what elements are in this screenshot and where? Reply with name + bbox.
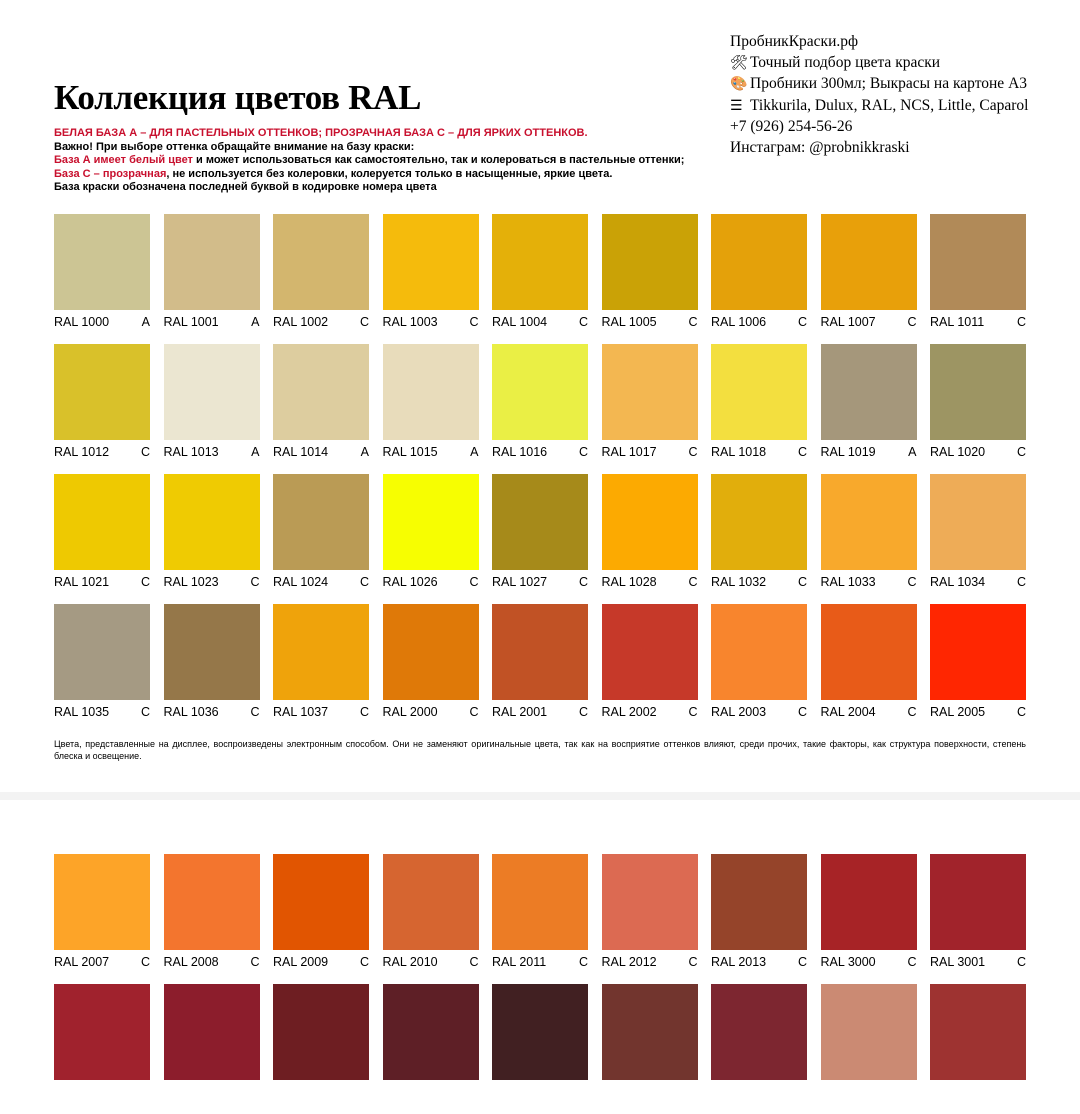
color-code: RAL 1028 bbox=[601, 575, 657, 589]
color-label bbox=[383, 705, 479, 719]
color-base: C bbox=[140, 575, 150, 589]
color-card bbox=[383, 604, 479, 734]
color-label bbox=[54, 705, 150, 719]
color-base: C bbox=[688, 445, 698, 459]
color-label bbox=[930, 445, 1026, 459]
color-base: C bbox=[1016, 705, 1026, 719]
color-base: C bbox=[688, 955, 698, 969]
color-code: RAL 1002 bbox=[273, 315, 329, 329]
color-swatch bbox=[602, 214, 698, 310]
color-label bbox=[383, 955, 479, 969]
color-label bbox=[492, 705, 588, 719]
color-card bbox=[602, 344, 698, 474]
color-code: RAL 1023 bbox=[163, 575, 219, 589]
color-card bbox=[164, 344, 260, 474]
color-swatch bbox=[930, 344, 1026, 440]
color-card bbox=[602, 854, 698, 984]
color-code: RAL 1000 bbox=[54, 315, 110, 329]
color-base: A bbox=[470, 445, 479, 459]
color-card bbox=[383, 344, 479, 474]
phone-text: +7 (926) 254-56-26 bbox=[730, 118, 853, 135]
site-text: ПробникКраски.рф bbox=[730, 33, 859, 50]
color-label bbox=[711, 445, 807, 459]
color-base: C bbox=[578, 315, 588, 329]
color-swatch bbox=[54, 604, 150, 700]
contact-service bbox=[730, 53, 1028, 75]
color-swatch bbox=[273, 854, 369, 950]
color-label bbox=[492, 575, 588, 589]
color-swatch bbox=[54, 214, 150, 310]
color-card bbox=[383, 474, 479, 604]
color-code: RAL 1003 bbox=[382, 315, 438, 329]
color-code: RAL 3001 bbox=[930, 955, 986, 969]
color-swatch bbox=[492, 344, 588, 440]
color-label bbox=[164, 445, 260, 459]
color-swatch bbox=[602, 474, 698, 570]
color-code: RAL 1018 bbox=[711, 445, 767, 459]
color-base: C bbox=[797, 445, 807, 459]
color-base: C bbox=[688, 575, 698, 589]
color-base: C bbox=[250, 575, 260, 589]
color-base: C bbox=[797, 575, 807, 589]
color-label bbox=[164, 955, 260, 969]
color-card bbox=[711, 604, 807, 734]
color-base: C bbox=[907, 315, 917, 329]
color-label bbox=[711, 575, 807, 589]
color-swatch bbox=[164, 604, 260, 700]
color-code: RAL 1001 bbox=[163, 315, 219, 329]
note-base-a-highlight: База А имеет белый цвет bbox=[54, 154, 193, 166]
color-code: RAL 1013 bbox=[163, 445, 219, 459]
color-card bbox=[164, 474, 260, 604]
color-card bbox=[492, 854, 588, 984]
color-code: RAL 1035 bbox=[54, 705, 110, 719]
color-swatch bbox=[711, 604, 807, 700]
color-label bbox=[54, 315, 150, 329]
color-card bbox=[54, 984, 150, 1114]
color-base: C bbox=[688, 705, 698, 719]
color-base: A bbox=[251, 315, 260, 329]
contact-samples bbox=[730, 74, 1028, 96]
color-code: RAL 2003 bbox=[711, 705, 767, 719]
color-base: C bbox=[1016, 955, 1026, 969]
color-card bbox=[273, 344, 369, 474]
color-card bbox=[602, 604, 698, 734]
service-text: Точный подбор цвета краски bbox=[750, 53, 941, 71]
color-base: C bbox=[1016, 315, 1026, 329]
color-base: C bbox=[1016, 575, 1026, 589]
disclaimer: Цвета, представленные на дисплее, воспроизведены электронным способом. Они не заменяют оригинальные цвета, так как на восприятие оттенков влияют, среди прочих, такие факторы, как структура поверхности, степень блеска и освещение. bbox=[54, 739, 1026, 761]
note-base-c-text: , не используется без колеровки, колеруется только в насыщенные, яркие цвета. bbox=[166, 167, 613, 180]
color-code: RAL 2010 bbox=[382, 955, 438, 969]
color-card bbox=[930, 474, 1026, 604]
color-base: C bbox=[250, 705, 260, 719]
color-card bbox=[54, 474, 150, 604]
color-card bbox=[711, 214, 807, 344]
color-base: C bbox=[140, 445, 150, 459]
color-card bbox=[821, 474, 917, 604]
color-label bbox=[492, 445, 588, 459]
color-code: RAL 1027 bbox=[492, 575, 548, 589]
page-separator bbox=[0, 792, 1080, 800]
color-swatch bbox=[383, 474, 479, 570]
color-code: RAL 1012 bbox=[54, 445, 110, 459]
color-code: RAL 1015 bbox=[382, 445, 438, 459]
color-base: C bbox=[469, 315, 479, 329]
color-card bbox=[602, 474, 698, 604]
color-card bbox=[273, 604, 369, 734]
color-label bbox=[602, 575, 698, 589]
samples-text: Пробники 300мл; Выкрасы на картоне А3 bbox=[750, 75, 1028, 92]
color-code: RAL 2005 bbox=[930, 705, 986, 719]
color-swatch bbox=[164, 474, 260, 570]
color-card bbox=[930, 604, 1026, 734]
color-label bbox=[54, 955, 150, 969]
color-card bbox=[492, 344, 588, 474]
color-base: C bbox=[359, 955, 369, 969]
color-card bbox=[54, 604, 150, 734]
color-swatch bbox=[383, 984, 479, 1080]
color-swatch bbox=[821, 984, 917, 1080]
color-card bbox=[602, 984, 698, 1114]
color-swatch bbox=[273, 604, 369, 700]
color-swatch bbox=[273, 214, 369, 310]
color-label bbox=[273, 705, 369, 719]
color-code: RAL 1032 bbox=[711, 575, 767, 589]
color-code: RAL 2001 bbox=[492, 705, 548, 719]
color-card bbox=[711, 984, 807, 1114]
color-base: C bbox=[140, 705, 150, 719]
color-base: A bbox=[251, 445, 260, 459]
color-swatch bbox=[492, 214, 588, 310]
color-swatch bbox=[54, 854, 150, 950]
color-card bbox=[821, 854, 917, 984]
color-card bbox=[383, 984, 479, 1114]
color-card bbox=[273, 214, 369, 344]
color-swatch bbox=[54, 984, 150, 1080]
color-card bbox=[273, 984, 369, 1114]
color-grid-bottom bbox=[54, 854, 1026, 1114]
contact-site bbox=[730, 32, 1028, 53]
color-code: RAL 1005 bbox=[601, 315, 657, 329]
color-base: C bbox=[359, 575, 369, 589]
color-swatch bbox=[711, 214, 807, 310]
color-card bbox=[492, 604, 588, 734]
color-label bbox=[821, 955, 917, 969]
color-swatch bbox=[711, 854, 807, 950]
color-label bbox=[164, 575, 260, 589]
color-card bbox=[383, 854, 479, 984]
color-card bbox=[164, 214, 260, 344]
color-base: C bbox=[469, 575, 479, 589]
color-swatch bbox=[273, 344, 369, 440]
color-label bbox=[930, 705, 1026, 719]
color-swatch bbox=[54, 344, 150, 440]
color-base: C bbox=[578, 445, 588, 459]
instagram-text: Инстаграм: @probnikkraski bbox=[730, 138, 910, 156]
color-label bbox=[821, 575, 917, 589]
note-base-c-highlight: База С – прозрачная bbox=[54, 167, 167, 180]
color-card bbox=[930, 214, 1026, 344]
color-code: RAL 2009 bbox=[273, 955, 329, 969]
color-code: RAL 1033 bbox=[820, 575, 876, 589]
color-swatch bbox=[54, 474, 150, 570]
color-card bbox=[602, 214, 698, 344]
color-base: C bbox=[578, 575, 588, 589]
color-card bbox=[54, 214, 150, 344]
color-base: C bbox=[907, 575, 917, 589]
color-label bbox=[711, 705, 807, 719]
color-code: RAL 1007 bbox=[820, 315, 876, 329]
color-label bbox=[602, 445, 698, 459]
brands-text: Tikkurila, Dulux, RAL, NCS, Little, Caparol bbox=[750, 96, 1029, 114]
color-card bbox=[821, 984, 917, 1114]
color-base: C bbox=[469, 955, 479, 969]
color-card bbox=[930, 854, 1026, 984]
color-label bbox=[602, 315, 698, 329]
color-base: C bbox=[797, 705, 807, 719]
color-swatch bbox=[492, 474, 588, 570]
color-base: C bbox=[688, 315, 698, 329]
base-notes bbox=[54, 127, 684, 195]
color-swatch bbox=[930, 854, 1026, 950]
color-base: C bbox=[578, 955, 588, 969]
note-base-a-text: и может использоваться как самостоятельно, так и колероваться в пастельные оттенки; bbox=[192, 154, 685, 166]
color-swatch bbox=[383, 344, 479, 440]
color-card bbox=[164, 984, 260, 1114]
color-swatch bbox=[383, 604, 479, 700]
color-base: C bbox=[797, 955, 807, 969]
color-label bbox=[273, 445, 369, 459]
color-code: RAL 2011 bbox=[492, 955, 547, 969]
color-label bbox=[492, 315, 588, 329]
color-label bbox=[273, 315, 369, 329]
note-code-letter: База краски обозначена последней буквой в кодировке номера цвета bbox=[54, 181, 437, 193]
color-code: RAL 1011 bbox=[930, 315, 985, 329]
color-swatch bbox=[164, 854, 260, 950]
color-label bbox=[711, 955, 807, 969]
color-label bbox=[273, 955, 369, 969]
color-label bbox=[821, 445, 917, 459]
color-card bbox=[164, 604, 260, 734]
color-base: C bbox=[578, 705, 588, 719]
color-base: C bbox=[359, 315, 369, 329]
color-code: RAL 2008 bbox=[163, 955, 219, 969]
color-swatch bbox=[602, 854, 698, 950]
color-label bbox=[383, 575, 479, 589]
color-swatch bbox=[492, 604, 588, 700]
color-code: RAL 1014 bbox=[273, 445, 329, 459]
color-code: RAL 1034 bbox=[930, 575, 986, 589]
color-code: RAL 1021 bbox=[54, 575, 110, 589]
color-base: C bbox=[1016, 445, 1026, 459]
contact-phone bbox=[730, 117, 1028, 138]
color-swatch bbox=[711, 474, 807, 570]
note-base-a bbox=[54, 154, 684, 168]
color-card bbox=[930, 984, 1026, 1114]
color-label bbox=[273, 575, 369, 589]
color-code: RAL 1020 bbox=[930, 445, 986, 459]
color-card bbox=[164, 854, 260, 984]
color-card bbox=[273, 474, 369, 604]
color-label bbox=[602, 705, 698, 719]
color-card bbox=[54, 344, 150, 474]
color-card bbox=[54, 854, 150, 984]
color-card bbox=[930, 344, 1026, 474]
color-label bbox=[602, 955, 698, 969]
color-swatch bbox=[821, 344, 917, 440]
color-swatch bbox=[273, 474, 369, 570]
color-swatch bbox=[821, 214, 917, 310]
color-swatch bbox=[492, 854, 588, 950]
color-swatch bbox=[164, 984, 260, 1080]
color-base: C bbox=[907, 705, 917, 719]
color-base: C bbox=[250, 955, 260, 969]
color-card bbox=[821, 344, 917, 474]
color-swatch bbox=[492, 984, 588, 1080]
color-label bbox=[164, 705, 260, 719]
color-base: C bbox=[469, 705, 479, 719]
color-label bbox=[383, 445, 479, 459]
color-code: RAL 1016 bbox=[492, 445, 548, 459]
color-label bbox=[164, 315, 260, 329]
color-swatch bbox=[164, 214, 260, 310]
color-label bbox=[383, 315, 479, 329]
color-code: RAL 2004 bbox=[820, 705, 876, 719]
color-card bbox=[273, 854, 369, 984]
contact-brands bbox=[730, 96, 1028, 118]
color-code: RAL 1004 bbox=[492, 315, 548, 329]
color-label bbox=[711, 315, 807, 329]
color-code: RAL 1024 bbox=[273, 575, 329, 589]
color-code: RAL 3000 bbox=[820, 955, 876, 969]
contact-instagram bbox=[730, 138, 1028, 159]
color-swatch bbox=[383, 214, 479, 310]
color-label bbox=[821, 705, 917, 719]
color-code: RAL 2002 bbox=[601, 705, 657, 719]
color-swatch bbox=[930, 984, 1026, 1080]
color-label bbox=[930, 955, 1026, 969]
color-swatch bbox=[711, 984, 807, 1080]
color-swatch bbox=[602, 604, 698, 700]
color-base: A bbox=[908, 445, 917, 459]
color-swatch bbox=[821, 604, 917, 700]
color-card bbox=[821, 604, 917, 734]
color-card bbox=[711, 854, 807, 984]
color-code: RAL 1036 bbox=[163, 705, 219, 719]
color-card bbox=[492, 984, 588, 1114]
color-swatch bbox=[602, 344, 698, 440]
color-base: C bbox=[797, 315, 807, 329]
color-code: RAL 1017 bbox=[601, 445, 657, 459]
contacts-block bbox=[730, 32, 1028, 158]
color-swatch bbox=[930, 474, 1026, 570]
note-headline: БЕЛАЯ БАЗА А – ДЛЯ ПАСТЕЛЬНЫХ ОТТЕНКОВ; ПРОЗРАЧНАЯ БАЗА С – ДЛЯ ЯРКИХ ОТТЕНКОВ. bbox=[54, 127, 588, 139]
color-card bbox=[711, 474, 807, 604]
color-label bbox=[930, 315, 1026, 329]
color-card bbox=[492, 474, 588, 604]
color-code: RAL 2007 bbox=[54, 955, 110, 969]
color-swatch bbox=[821, 854, 917, 950]
color-code: RAL 2013 bbox=[711, 955, 767, 969]
color-base: C bbox=[359, 705, 369, 719]
note-important: Важно! При выборе оттенка обращайте внимание на базу краски: bbox=[54, 140, 415, 153]
color-swatch bbox=[821, 474, 917, 570]
color-label bbox=[54, 445, 150, 459]
color-code: RAL 2000 bbox=[382, 705, 438, 719]
cans-icon: ☰ bbox=[730, 98, 743, 114]
color-card bbox=[492, 214, 588, 344]
page-title: Коллекция цветов RAL bbox=[54, 78, 422, 117]
color-card bbox=[821, 214, 917, 344]
color-swatch bbox=[602, 984, 698, 1080]
tools-icon: 🛠 bbox=[730, 55, 748, 71]
color-base: A bbox=[360, 445, 369, 459]
color-code: RAL 2012 bbox=[601, 955, 657, 969]
color-grid-top bbox=[54, 214, 1026, 734]
color-code: RAL 1006 bbox=[711, 315, 767, 329]
color-label bbox=[930, 575, 1026, 589]
color-swatch bbox=[930, 214, 1026, 310]
color-code: RAL 1037 bbox=[273, 705, 329, 719]
color-code: RAL 1019 bbox=[820, 445, 876, 459]
color-swatch bbox=[383, 854, 479, 950]
color-base: A bbox=[141, 315, 150, 329]
color-base: C bbox=[140, 955, 150, 969]
color-swatch bbox=[711, 344, 807, 440]
color-card bbox=[711, 344, 807, 474]
color-swatch bbox=[273, 984, 369, 1080]
color-label bbox=[492, 955, 588, 969]
color-code: RAL 1026 bbox=[382, 575, 438, 589]
color-base: C bbox=[907, 955, 917, 969]
color-swatch bbox=[164, 344, 260, 440]
palette-icon: 🎨 bbox=[730, 77, 748, 92]
note-base-c bbox=[54, 168, 684, 182]
color-swatch bbox=[930, 604, 1026, 700]
color-label bbox=[54, 575, 150, 589]
color-label bbox=[821, 315, 917, 329]
color-card bbox=[383, 214, 479, 344]
